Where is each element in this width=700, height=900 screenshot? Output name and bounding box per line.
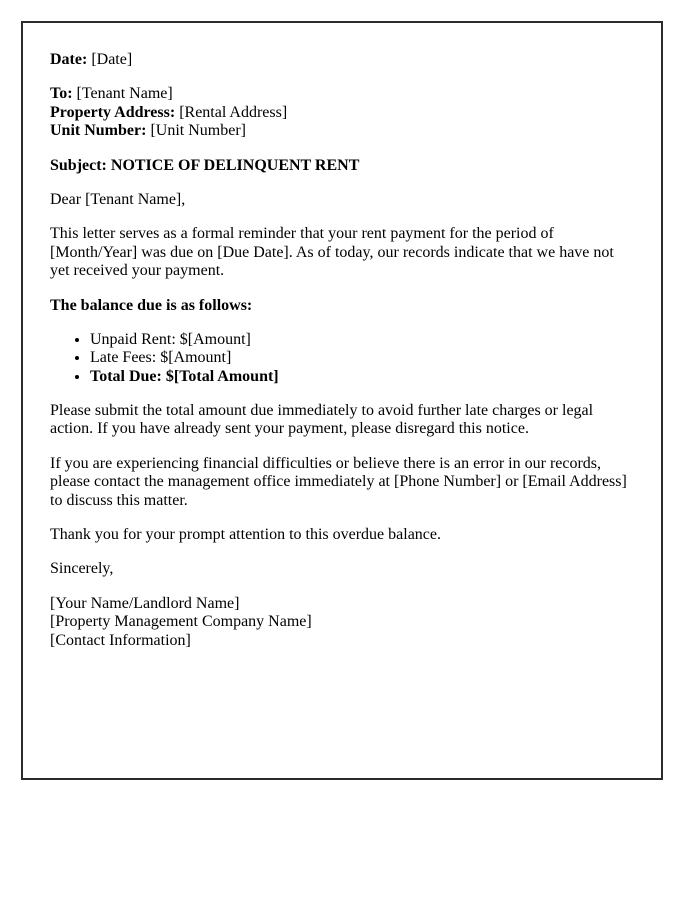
- letter-document: [21, 21, 663, 780]
- signature-company: [Property Management Company Name]: [50, 613, 312, 631]
- balance-list: [50, 331, 634, 386]
- signature-name: [Your Name/Landlord Name]: [50, 594, 240, 612]
- to-label: To:: [50, 85, 73, 103]
- recipient-block: [50, 85, 634, 140]
- list-item-unpaid-rent: • Unpaid Rent: $[Amount]: [90, 331, 634, 349]
- closing: Sincerely,: [50, 560, 114, 578]
- unit-number-label: Unit Number:: [50, 122, 147, 140]
- signature-contact: [Contact Information]: [50, 631, 191, 649]
- paragraph-submit: Please submit the total amount due immediately to avoid further late charges or legal action. If you have already sent your payment, please disregard this notice.: [50, 402, 594, 438]
- date-label: Date:: [50, 51, 88, 68]
- balance-heading: The balance due is as follows:: [50, 296, 253, 314]
- paragraph-reminder: This letter serves as a formal reminder that your rent payment for the period of [Month/Year] was due on [Due Date]. As of today, our records indicate that we have not yet received your payment.: [50, 225, 614, 280]
- unit-number-value: [Unit Number]: [150, 122, 246, 140]
- date-value: [Date]: [91, 51, 133, 68]
- signature-block: [50, 595, 634, 650]
- subject-line: Subject: NOTICE OF DELINQUENT RENT: [50, 156, 360, 174]
- paragraph-contact: If you are experiencing financial difficulties or believe there is an error in our records, please contact the management office immediately at [Phone Number] or [Email Address] to discuss this matter.: [50, 454, 627, 509]
- to-value: [Tenant Name]: [76, 85, 173, 103]
- property-address-value: [Rental Address]: [179, 103, 288, 121]
- list-item-total-due: • Total Due: $[Total Amount]: [90, 368, 634, 386]
- list-item-late-fees: • Late Fees: $[Amount]: [90, 349, 634, 367]
- greeting: Dear [Tenant Name],: [50, 190, 186, 208]
- paragraph-thanks: Thank you for your prompt attention to this overdue balance.: [50, 526, 442, 544]
- date-line: [50, 51, 634, 69]
- property-address-label: Property Address:: [50, 103, 176, 121]
